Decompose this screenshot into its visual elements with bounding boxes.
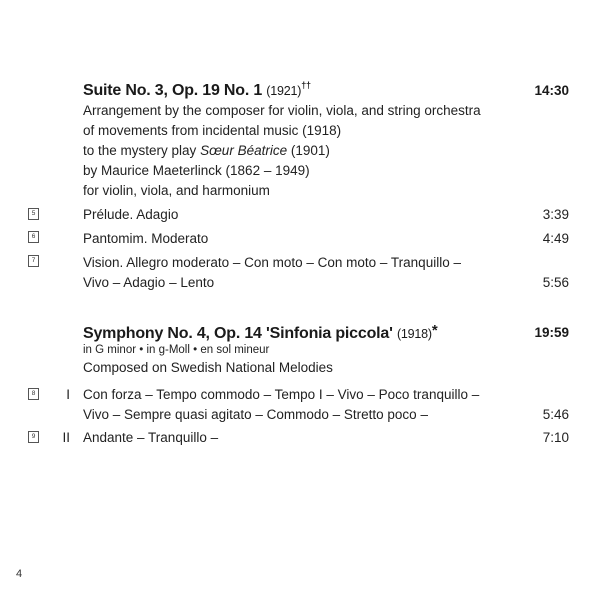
work-note: Arrangement by the composer for violin, viola, and string orchestra — [83, 103, 481, 118]
movement-number: I — [66, 387, 70, 402]
play-year: (1901) — [290, 143, 330, 158]
track-duration: 4:49 — [542, 231, 569, 246]
track-duration: 5:56 — [542, 275, 569, 290]
track-title: Vivo – Adagio – Lento — [83, 275, 215, 290]
work-note — [83, 141, 330, 161]
track-number-badge: 9 — [28, 431, 39, 443]
work-year: (1921) — [266, 84, 302, 98]
play-title: Sœur Béatrice — [200, 143, 288, 158]
work-key: in G minor • in g-Moll • en sol mineur — [83, 344, 270, 356]
work-total-duration: 14:30 — [534, 83, 569, 98]
work-total-duration: 19:59 — [534, 325, 569, 340]
work-note: by Maurice Maeterlinck (1862 – 1949) — [83, 163, 310, 178]
track-title: Vivo – Sempre quasi agitato – Commodo – Stretto poco – — [83, 407, 428, 422]
work-year: (1918) — [396, 327, 432, 341]
track-number-badge: 8 — [28, 388, 39, 400]
track-duration: 5:46 — [542, 407, 569, 422]
track-title: Vision. Allegro moderato – Con moto – Con moto – Tranquillo – — [83, 255, 461, 270]
page-number: 4 — [16, 568, 23, 580]
footnote-mark: †† — [301, 80, 311, 90]
track-title: Con forza – Tempo commodo – Tempo I – Vivo – Poco tranquillo – — [83, 387, 480, 402]
track-title: Pantomim. Moderato — [83, 231, 209, 246]
work-title-text: Symphony No. 4, Op. 14 'Sinfonia piccola' — [83, 325, 393, 342]
work-title — [83, 80, 311, 100]
movement-number: II — [62, 430, 70, 445]
work-title — [83, 322, 438, 343]
work-note-text: to the mystery play — [83, 143, 197, 158]
track-duration: 3:39 — [542, 207, 569, 222]
track-duration: 7:10 — [542, 430, 569, 445]
track-number-badge: 5 — [28, 208, 39, 220]
track-number-badge: 7 — [28, 255, 39, 267]
work-note: for violin, viola, and harmonium — [83, 183, 270, 198]
work-title-text: Suite No. 3, Op. 19 No. 1 — [83, 82, 263, 99]
track-title: Prélude. Adagio — [83, 207, 179, 222]
footnote-mark: * — [431, 322, 438, 339]
track-number-badge: 6 — [28, 231, 39, 243]
work-note: of movements from incidental music (1918) — [83, 123, 342, 138]
track-title: Andante – Tranquillo – — [83, 430, 219, 445]
work-subtitle: Composed on Swedish National Melodies — [83, 360, 333, 375]
